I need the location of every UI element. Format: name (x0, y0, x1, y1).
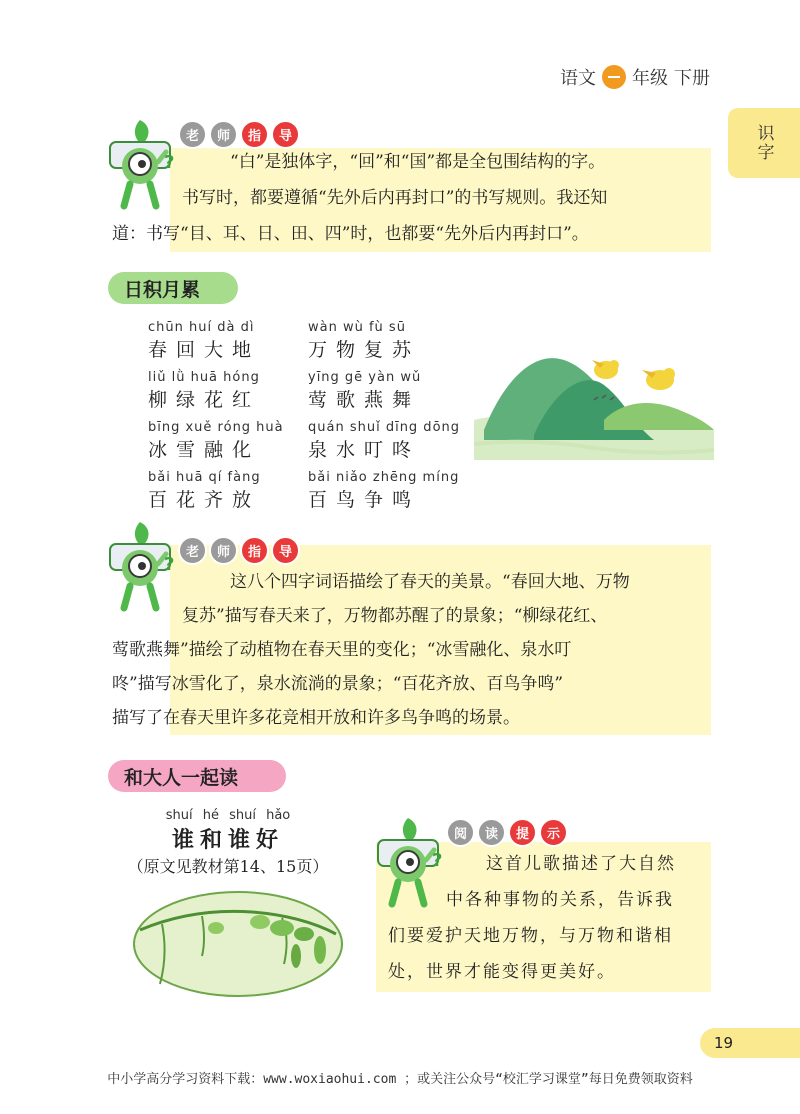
badge-char: 示 (539, 818, 568, 847)
svg-text:?: ? (164, 152, 175, 173)
badge-char: 提 (508, 818, 537, 847)
reading-tip-line: 这首儿歌描述了大自然 (486, 854, 676, 874)
mascot-icon (370, 816, 450, 916)
badge-char: 导 (271, 120, 300, 149)
vocab-grid (148, 320, 468, 512)
guide1-line: 道：书写“目、耳、日、田、四”时，也都要“先外后内再封口”。 (112, 224, 589, 244)
mascot-icon (102, 118, 182, 218)
grade-label: 年级 (632, 68, 668, 89)
vocab-item: yīng gē yàn wǔ 莺歌燕舞 (308, 370, 422, 411)
guide2-line: 莺歌燕舞”描绘了动植物在春天里的变化；“冰雪融化、泉水叮 (112, 640, 572, 660)
poem-title: 谁和谁好 (171, 828, 284, 853)
mascot-icon (102, 520, 182, 620)
badge-char: 指 (240, 120, 269, 149)
guide2-line: 这八个四字词语描绘了春天的美景。“春回大地、万物 (230, 572, 630, 592)
guide2-line: 咚”描写冰雪化了，泉水流淌的景象；“百花齐放、百鸟争鸣” (112, 674, 564, 694)
section-title-accumulate: 日积月累 (108, 272, 238, 304)
guide1-line: 书写时，都要遵循“先外后内再封口”的书写规则。我还知 (182, 188, 608, 208)
volume-label: 下册 (674, 68, 710, 89)
svg-text:?: ? (432, 850, 443, 871)
badge-char: 老 (178, 536, 207, 565)
subject-label: 语文 (560, 68, 596, 89)
vocab-item: quán shuǐ dīng dōng 泉水叮咚 (308, 420, 461, 461)
badge-char: 老 (178, 120, 207, 149)
vocab-item: liǔ lǜ huā hóng 柳绿花红 (148, 370, 261, 411)
section-title-read-together: 和大人一起读 (108, 760, 286, 792)
spring-landscape-illustration (474, 340, 714, 464)
poem-header (112, 808, 344, 877)
reading-tip-line: 们要爱护天地万物，与万物和谐相 (388, 926, 673, 946)
guide2-line: 复苏”描写春天来了，万物都苏醒了的景象；“柳绿花红、 (182, 606, 608, 626)
vocab-item: wàn wù fù sū 万物复苏 (308, 320, 421, 361)
poem-title-pinyin: shuí hé shuí hǎo (165, 808, 291, 823)
badge-char: 读 (477, 818, 506, 847)
grade-one-icon (602, 65, 626, 89)
reading-tip-badge (446, 818, 568, 847)
guide1-line: “白”是独体字，“回”和“国”都是全包围结构的字。 (230, 152, 606, 172)
footer-note: 中小学高分学习资料下载：www.woxiaohui.com ；或关注公众号“校汇学习课堂”每日免费领取资料 (107, 1072, 693, 1087)
page-header (560, 64, 710, 90)
vine-illustration (132, 890, 344, 1002)
teacher-guide-badge-2 (178, 536, 300, 565)
badge-char: 师 (209, 120, 238, 149)
vocab-item: bǎi niǎo zhēng míng 百鸟争鸣 (308, 470, 460, 511)
badge-char: 导 (271, 536, 300, 565)
side-tab: 识字 (728, 108, 800, 178)
svg-text:?: ? (164, 554, 175, 575)
poem-source-note: （原文见教材第14、15页） (127, 857, 329, 876)
page-number: 19 (700, 1028, 800, 1058)
badge-char: 指 (240, 536, 269, 565)
vocab-item: bīng xuě róng huà 冰雪融化 (148, 420, 284, 461)
reading-tip-line: 处，世界才能变得更美好。 (388, 962, 616, 982)
vocab-item: bǎi huā qí fàng 百花齐放 (148, 470, 261, 511)
vocab-item: chūn huí dà dì 春回大地 (148, 320, 261, 361)
guide2-line: 描写了在春天里许多花竞相开放和许多鸟争鸣的场景。 (112, 708, 520, 728)
badge-char: 阅 (446, 818, 475, 847)
reading-tip-line: 中各种事物的关系，告诉我 (446, 890, 674, 910)
badge-char: 师 (209, 536, 238, 565)
